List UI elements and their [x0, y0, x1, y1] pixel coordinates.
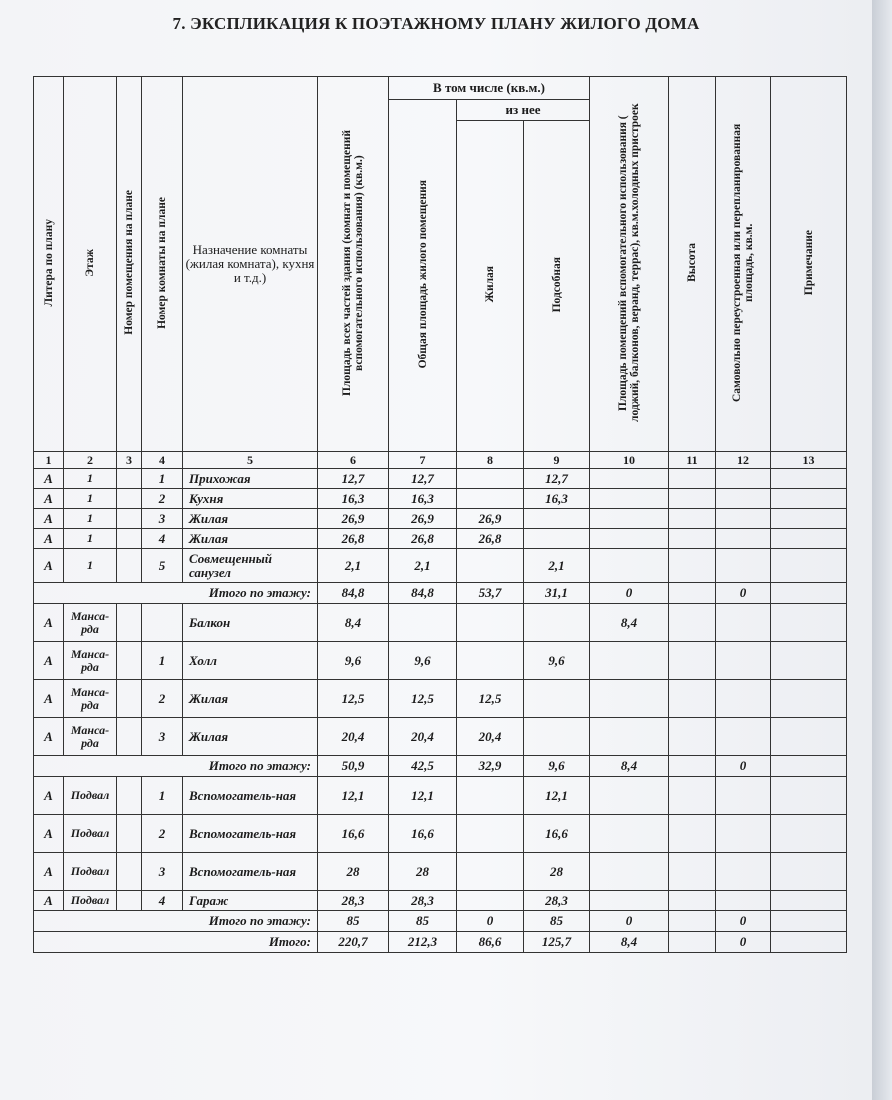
cell-samovolno — [716, 815, 771, 853]
cell-komnata: 2 — [142, 815, 183, 853]
cell-samovolno — [716, 469, 771, 489]
table-row — [34, 777, 847, 815]
cell-vysota — [669, 680, 716, 718]
cell-litera: А — [34, 891, 64, 911]
cell-primechanie — [771, 680, 847, 718]
cell-primechanie — [771, 509, 847, 529]
table-row — [34, 853, 847, 891]
cell-etazh: 1 — [64, 489, 117, 509]
cell-zhilaya: 86,6 — [457, 932, 524, 953]
cell-podsobnaya: 28 — [524, 853, 590, 891]
cell-podsobnaya: 9,6 — [524, 642, 590, 680]
cell-zhilaya — [457, 853, 524, 891]
cell-samovolno: 0 — [716, 911, 771, 932]
cell-pomeshchenie — [117, 777, 142, 815]
cell-samovolno — [716, 680, 771, 718]
cell-komnata: 2 — [142, 489, 183, 509]
header-row-1 — [34, 77, 847, 100]
cell-zhilaya — [457, 891, 524, 911]
cell-podsobnaya: 16,3 — [524, 489, 590, 509]
cell-primechanie — [771, 604, 847, 642]
cell-naznachenie: Вспомогатель-ная — [183, 815, 318, 853]
cell-etazh: 1 — [64, 469, 117, 489]
cell-primechanie — [771, 932, 847, 953]
cell-samovolno — [716, 529, 771, 549]
cell-primechanie — [771, 718, 847, 756]
cell-obshchaya — [389, 604, 457, 642]
cell-primechanie — [771, 891, 847, 911]
cell-zhilaya: 26,9 — [457, 509, 524, 529]
cell-pomeshchenie — [117, 680, 142, 718]
cell-etazh: Подвал — [64, 815, 117, 853]
header-primechanie: Примечание — [771, 77, 847, 452]
cell-ploshchad-vsekh: 50,9 — [318, 756, 389, 777]
cell-vysota — [669, 469, 716, 489]
cell-podsobnaya — [524, 680, 590, 718]
cell-podsobnaya: 16,6 — [524, 815, 590, 853]
cell-ploshchad-vsekh: 26,9 — [318, 509, 389, 529]
total-row — [34, 911, 847, 932]
header-litera: Литера по плану — [34, 77, 64, 452]
cell-vysota — [669, 718, 716, 756]
cell-samovolno: 0 — [716, 932, 771, 953]
header-naznachenie: Назначение комнаты (жилая комната), кухня и т.д.) — [183, 77, 318, 452]
cell-pomeshchenie — [117, 642, 142, 680]
cell-zhilaya — [457, 549, 524, 583]
cell-obshchaya: 28,3 — [389, 891, 457, 911]
cell-litera: А — [34, 489, 64, 509]
cell-litera: А — [34, 815, 64, 853]
cell-etazh: Манса-рда — [64, 718, 117, 756]
cell-obshchaya: 28 — [389, 853, 457, 891]
cell-obshchaya: 26,8 — [389, 529, 457, 549]
cell-pomeshchenie — [117, 509, 142, 529]
cell-ploshchad-vsekh: 16,3 — [318, 489, 389, 509]
total-row — [34, 756, 847, 777]
cell-podsobnaya: 125,7 — [524, 932, 590, 953]
cell-zhilaya: 20,4 — [457, 718, 524, 756]
cell-obshchaya: 16,6 — [389, 815, 457, 853]
cell-zhilaya: 53,7 — [457, 583, 524, 604]
cell-podsobnaya — [524, 529, 590, 549]
cell-komnata: 1 — [142, 469, 183, 489]
cell-podsobnaya — [524, 509, 590, 529]
cell-naznachenie: Прихожая — [183, 469, 318, 489]
cell-etazh: 1 — [64, 549, 117, 583]
cell-vspomogatelnoe: 0 — [590, 911, 669, 932]
cell-vspomogatelnoe — [590, 489, 669, 509]
cell-obshchaya: 85 — [389, 911, 457, 932]
cell-ploshchad-vsekh: 28,3 — [318, 891, 389, 911]
cell-etazh: Подвал — [64, 891, 117, 911]
cell-ploshchad-vsekh: 12,1 — [318, 777, 389, 815]
cell-samovolno — [716, 642, 771, 680]
cell-vysota — [669, 911, 716, 932]
cell-vspomogatelnoe — [590, 469, 669, 489]
cell-vysota — [669, 932, 716, 953]
cell-primechanie — [771, 529, 847, 549]
cell-primechanie — [771, 583, 847, 604]
cell-litera: А — [34, 680, 64, 718]
cell-ploshchad-vsekh: 9,6 — [318, 642, 389, 680]
cell-primechanie — [771, 777, 847, 815]
cell-vspomogatelnoe — [590, 529, 669, 549]
cell-podsobnaya: 12,1 — [524, 777, 590, 815]
cell-komnata: 2 — [142, 680, 183, 718]
column-number: 11 — [669, 452, 716, 469]
column-number: 2 — [64, 452, 117, 469]
table-row — [34, 549, 847, 583]
cell-zhilaya — [457, 642, 524, 680]
cell-vspomogatelnoe — [590, 815, 669, 853]
background-edge — [872, 0, 892, 1100]
cell-vysota — [669, 891, 716, 911]
cell-komnata: 1 — [142, 777, 183, 815]
cell-litera: А — [34, 604, 64, 642]
cell-samovolno: 0 — [716, 583, 771, 604]
cell-litera: А — [34, 718, 64, 756]
cell-ploshchad-vsekh: 2,1 — [318, 549, 389, 583]
cell-ploshchad-vsekh: 12,7 — [318, 469, 389, 489]
cell-ploshchad-vsekh: 28 — [318, 853, 389, 891]
explication-table — [33, 76, 847, 953]
header-samovolno: Самовольно переустроенная или перепланированная площадь, кв.м. — [716, 77, 771, 452]
cell-vysota — [669, 756, 716, 777]
cell-etazh: 1 — [64, 509, 117, 529]
cell-obshchaya: 9,6 — [389, 642, 457, 680]
cell-obshchaya: 42,5 — [389, 756, 457, 777]
document-title: 7. ЭКСПЛИКАЦИЯ К ПОЭТАЖНОМУ ПЛАНУ ЖИЛОГО ДОМА — [172, 14, 700, 33]
cell-samovolno: 0 — [716, 756, 771, 777]
table-row — [34, 680, 847, 718]
cell-etazh: Подвал — [64, 777, 117, 815]
cell-ploshchad-vsekh: 26,8 — [318, 529, 389, 549]
cell-komnata: 3 — [142, 509, 183, 529]
cell-naznachenie: Балкон — [183, 604, 318, 642]
cell-obshchaya: 2,1 — [389, 549, 457, 583]
cell-primechanie — [771, 853, 847, 891]
cell-total-label: Итого по этажу: — [34, 911, 318, 932]
cell-samovolno — [716, 891, 771, 911]
cell-primechanie — [771, 469, 847, 489]
cell-pomeshchenie — [117, 815, 142, 853]
cell-litera: А — [34, 549, 64, 583]
cell-zhilaya — [457, 604, 524, 642]
header-etazh: Этаж — [64, 77, 117, 452]
table-row — [34, 604, 847, 642]
cell-komnata: 3 — [142, 718, 183, 756]
cell-obshchaya: 16,3 — [389, 489, 457, 509]
cell-obshchaya: 12,7 — [389, 469, 457, 489]
cell-vspomogatelnoe — [590, 509, 669, 529]
cell-samovolno — [716, 489, 771, 509]
cell-ploshchad-vsekh: 20,4 — [318, 718, 389, 756]
cell-vspomogatelnoe: 0 — [590, 583, 669, 604]
cell-zhilaya: 0 — [457, 911, 524, 932]
cell-podsobnaya: 9,6 — [524, 756, 590, 777]
cell-vysota — [669, 549, 716, 583]
table-row — [34, 529, 847, 549]
cell-pomeshchenie — [117, 604, 142, 642]
cell-naznachenie: Холл — [183, 642, 318, 680]
cell-pomeshchenie — [117, 529, 142, 549]
cell-pomeshchenie — [117, 853, 142, 891]
cell-vspomogatelnoe: 8,4 — [590, 756, 669, 777]
cell-vspomogatelnoe — [590, 853, 669, 891]
cell-primechanie — [771, 815, 847, 853]
cell-vysota — [669, 489, 716, 509]
cell-vspomogatelnoe — [590, 891, 669, 911]
total-row — [34, 583, 847, 604]
cell-etazh: 1 — [64, 529, 117, 549]
cell-podsobnaya: 85 — [524, 911, 590, 932]
cell-zhilaya — [457, 777, 524, 815]
cell-vspomogatelnoe — [590, 680, 669, 718]
cell-total-label: Итого по этажу: — [34, 756, 318, 777]
cell-obshchaya: 20,4 — [389, 718, 457, 756]
cell-naznachenie: Жилая — [183, 680, 318, 718]
column-number: 12 — [716, 452, 771, 469]
cell-ploshchad-vsekh: 84,8 — [318, 583, 389, 604]
cell-zhilaya: 12,5 — [457, 680, 524, 718]
cell-naznachenie: Жилая — [183, 509, 318, 529]
header-obshchaya: Общая площадь жилого помещения — [389, 100, 457, 452]
cell-podsobnaya: 12,7 — [524, 469, 590, 489]
cell-primechanie — [771, 489, 847, 509]
cell-samovolno — [716, 777, 771, 815]
header-iz-nee: из нее — [457, 100, 590, 121]
column-number: 9 — [524, 452, 590, 469]
cell-zhilaya — [457, 489, 524, 509]
column-number: 8 — [457, 452, 524, 469]
cell-komnata: 1 — [142, 642, 183, 680]
cell-litera: А — [34, 529, 64, 549]
cell-litera: А — [34, 777, 64, 815]
table-row — [34, 891, 847, 911]
cell-pomeshchenie — [117, 549, 142, 583]
cell-vspomogatelnoe — [590, 549, 669, 583]
table-row — [34, 489, 847, 509]
cell-vspomogatelnoe — [590, 777, 669, 815]
cell-primechanie — [771, 911, 847, 932]
cell-obshchaya: 26,9 — [389, 509, 457, 529]
cell-vspomogatelnoe — [590, 642, 669, 680]
cell-podsobnaya: 28,3 — [524, 891, 590, 911]
cell-komnata — [142, 604, 183, 642]
cell-vysota — [669, 815, 716, 853]
column-number: 4 — [142, 452, 183, 469]
cell-zhilaya: 32,9 — [457, 756, 524, 777]
cell-komnata: 4 — [142, 891, 183, 911]
cell-komnata: 4 — [142, 529, 183, 549]
cell-podsobnaya — [524, 718, 590, 756]
cell-zhilaya — [457, 815, 524, 853]
cell-etazh: Манса-рда — [64, 642, 117, 680]
table-row — [34, 815, 847, 853]
cell-vysota — [669, 509, 716, 529]
cell-obshchaya: 12,1 — [389, 777, 457, 815]
cell-naznachenie: Жилая — [183, 529, 318, 549]
header-pomeshchenie: Номер помещения на плане — [117, 77, 142, 452]
column-number: 5 — [183, 452, 318, 469]
table-row — [34, 469, 847, 489]
cell-naznachenie: Совмещенный санузел — [183, 549, 318, 583]
cell-ploshchad-vsekh: 8,4 — [318, 604, 389, 642]
header-podsobnaya: Подсобная — [524, 121, 590, 452]
cell-podsobnaya — [524, 604, 590, 642]
cell-litera: А — [34, 853, 64, 891]
cell-naznachenie: Кухня — [183, 489, 318, 509]
cell-komnata: 5 — [142, 549, 183, 583]
cell-zhilaya — [457, 469, 524, 489]
table-row — [34, 509, 847, 529]
cell-etazh: Манса-рда — [64, 680, 117, 718]
column-number: 1 — [34, 452, 64, 469]
header-vspomogatelnoe: Площадь помещений вспомогательного использования ( лоджий, балконов, веранд, террас), кв.м.холодных пристроек — [590, 77, 669, 452]
cell-litera: А — [34, 642, 64, 680]
header-zhilaya: Жилая — [457, 121, 524, 452]
cell-samovolno — [716, 604, 771, 642]
total-row — [34, 932, 847, 953]
cell-samovolno — [716, 853, 771, 891]
cell-podsobnaya: 31,1 — [524, 583, 590, 604]
header-vysota: Высота — [669, 77, 716, 452]
cell-ploshchad-vsekh: 220,7 — [318, 932, 389, 953]
cell-primechanie — [771, 756, 847, 777]
cell-naznachenie: Жилая — [183, 718, 318, 756]
cell-ploshchad-vsekh: 12,5 — [318, 680, 389, 718]
cell-obshchaya: 84,8 — [389, 583, 457, 604]
cell-ploshchad-vsekh: 16,6 — [318, 815, 389, 853]
header-ploshchad-vsekh: Площадь всех частей здания (комнат и помещений вспомогательного использования) (кв.м.) — [318, 77, 389, 452]
cell-vspomogatelnoe: 8,4 — [590, 604, 669, 642]
cell-zhilaya: 26,8 — [457, 529, 524, 549]
cell-etazh: Манса-рда — [64, 604, 117, 642]
cell-total-label: Итого: — [34, 932, 318, 953]
table-row — [34, 718, 847, 756]
cell-samovolno — [716, 549, 771, 583]
cell-obshchaya: 212,3 — [389, 932, 457, 953]
cell-vysota — [669, 777, 716, 815]
cell-pomeshchenie — [117, 489, 142, 509]
header-komnata: Номер комнаты на плане — [142, 77, 183, 452]
cell-etazh: Подвал — [64, 853, 117, 891]
cell-vspomogatelnoe — [590, 718, 669, 756]
cell-pomeshchenie — [117, 891, 142, 911]
cell-litera: А — [34, 469, 64, 489]
header-v-tom-chisle: В том числе (кв.м.) — [389, 77, 590, 100]
cell-vysota — [669, 642, 716, 680]
column-number: 10 — [590, 452, 669, 469]
cell-pomeshchenie — [117, 718, 142, 756]
cell-naznachenie: Вспомогатель-ная — [183, 853, 318, 891]
cell-naznachenie: Вспомогатель-ная — [183, 777, 318, 815]
cell-litera: А — [34, 509, 64, 529]
cell-samovolno — [716, 509, 771, 529]
column-number: 7 — [389, 452, 457, 469]
column-number: 3 — [117, 452, 142, 469]
cell-ploshchad-vsekh: 85 — [318, 911, 389, 932]
cell-vysota — [669, 604, 716, 642]
cell-komnata: 3 — [142, 853, 183, 891]
column-number: 6 — [318, 452, 389, 469]
cell-samovolno — [716, 718, 771, 756]
column-number-row — [34, 452, 847, 469]
cell-pomeshchenie — [117, 469, 142, 489]
cell-vysota — [669, 529, 716, 549]
cell-primechanie — [771, 549, 847, 583]
column-number: 13 — [771, 452, 847, 469]
cell-vysota — [669, 853, 716, 891]
table-row — [34, 642, 847, 680]
cell-vspomogatelnoe: 8,4 — [590, 932, 669, 953]
cell-total-label: Итого по этажу: — [34, 583, 318, 604]
cell-vysota — [669, 583, 716, 604]
cell-obshchaya: 12,5 — [389, 680, 457, 718]
cell-podsobnaya: 2,1 — [524, 549, 590, 583]
cell-primechanie — [771, 642, 847, 680]
cell-naznachenie: Гараж — [183, 891, 318, 911]
